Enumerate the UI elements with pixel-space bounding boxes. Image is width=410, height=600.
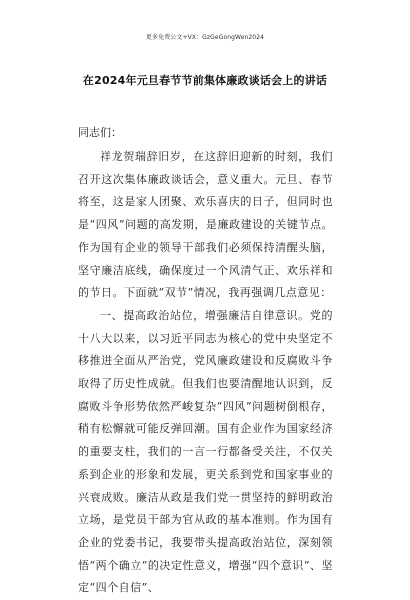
paragraph-section-one: 一、提高政治站位，增强廉洁自律意识。党的十八大以来，以习近平同志为核心的党中央坚定不移推进全面从严治党，党风廉政建设和反腐败斗争取得了历史性成就。但我们也要清醒地认识到，反腐败斗争形势依然严峻复杂“四风”问题树倒根存，稍有松懈就可能反弹回潮。国有企业作为国家经济的重要支柱，我们的一言一行都备受关注，不仅关系到企业的形象和发展，更关系到党和国家事业的兴衰成败。廉洁从政是我们党一贯坚持的鲜明政治立场，是党员干部为官从政的基本准则。作为国有企业的党委书记，我要带头提高政治站位，深刻领悟“两个确立”的决定性意义，增强“四个意识”、坚定“四个自信”、 — [78, 308, 333, 595]
document-body — [78, 146, 333, 600]
salutation: 同志们： — [78, 126, 122, 139]
document-title: 在2024年元旦春节节前集体廉政谈话会上的讲话 — [82, 74, 328, 87]
header-promo-note: 更多免费公文+VX：GzGeGongWen2024 — [145, 34, 265, 41]
paragraph-opening: 祥龙贺瑞辞旧岁，在这辞旧迎新的时刻，我们召开这次集体廉政谈话会，意义重大。元旦、春节将至，这是家人团聚、欢乐喜庆的日子，但同时也是“四风”问题的高发期，是廉政建设的关键节点。作为国有企业的领导干部我们必须保持清醒头脑，坚守廉洁底线，确保度过一个风清气正、欢乐祥和的节日。下面就“双节”情况，我再强调几点意见： — [78, 150, 333, 300]
